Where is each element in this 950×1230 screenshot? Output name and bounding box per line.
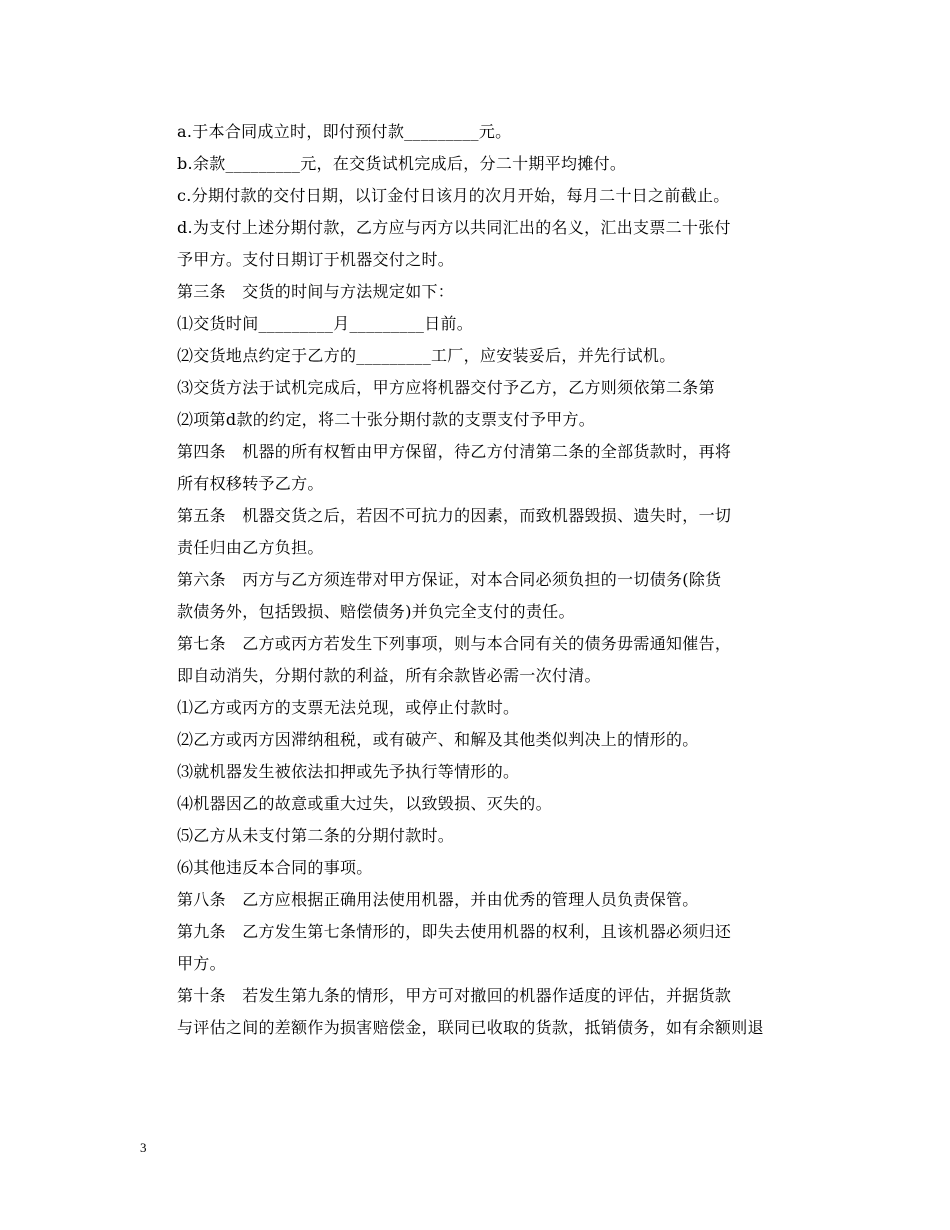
paragraph-line: d.为支付上述分期付款，乙方应与丙方以共同汇出的名义，汇出支票二十张付 — [177, 218, 731, 237]
contract-paragraph — [140, 820, 812, 852]
paragraph-line: ⑵乙方或丙方因滞纳租税，或有破产、和解及其他类似判决上的情形的。 — [177, 730, 699, 749]
contract-paragraph — [140, 692, 812, 724]
contract-paragraph — [140, 500, 812, 564]
contract-paragraph — [140, 180, 812, 212]
contract-paragraph — [140, 340, 812, 372]
paragraph-line: 第七条 乙方或丙方若发生下列事项，则与本合同有关的债务毋需通知催告， — [177, 634, 732, 653]
contract-paragraph — [140, 148, 812, 180]
contract-paragraph — [140, 212, 812, 276]
page-number: 3 — [140, 1140, 147, 1155]
contract-paragraph — [140, 308, 812, 340]
paragraph-line: 即自动消失，分期付款的利益，所有余款皆必需一次付清。 — [177, 666, 601, 685]
contract-paragraph — [140, 980, 812, 1044]
paragraph-line: ⑵项第d款的约定，将二十张分期付款的支票支付予甲方。 — [177, 410, 596, 429]
paragraph-line: 予甲方。支付日期订于机器交付之时。 — [177, 250, 455, 269]
paragraph-line: c.分期付款的交付日期，以订金付日该月的次月开始，每月二十日之前截止。 — [177, 186, 730, 205]
paragraph-line: ⑹其他违反本合同的事项。 — [177, 858, 373, 877]
paragraph-line: 甲方。 — [177, 954, 226, 973]
paragraph-line: ⑴乙方或丙方的支票无法兑现，或停止付款时。 — [177, 698, 520, 717]
contract-paragraph — [140, 756, 812, 788]
paragraph-line: ⑶就机器发生被依法扣押或先予执行等情形的。 — [177, 762, 520, 781]
contract-paragraph — [140, 372, 812, 436]
paragraph-line: 第四条 机器的所有权暂由甲方保留，待乙方付清第二条的全部货款时，再将 — [177, 442, 732, 461]
contract-paragraph — [140, 628, 812, 692]
paragraph-line: 第六条 丙方与乙方须连带对甲方保证，对本合同必须负担的一切债务(除货 — [177, 570, 722, 589]
paragraph-line: ⑷机器因乙的故意或重大过失，以致毁损、灭失的。 — [177, 794, 552, 813]
document-body — [140, 116, 812, 1044]
contract-paragraph — [140, 116, 812, 148]
paragraph-line: a.于本合同成立时，即付预付款_________元。 — [177, 122, 512, 141]
paragraph-line: 款债务外，包括毁损、赔偿债务)并负完全支付的责任。 — [177, 602, 575, 621]
contract-paragraph — [140, 276, 812, 308]
contract-paragraph — [140, 564, 812, 628]
paragraph-line: ⑵交货地点约定于乙方的_________工厂，应安装妥后，并先行试机。 — [177, 346, 676, 365]
paragraph-line: 与评估之间的差额作为损害赔偿金，联同已收取的货款，抵销债务，如有余额则退 — [177, 1018, 764, 1037]
contract-paragraph — [140, 436, 812, 500]
paragraph-line: 第九条 乙方发生第七条情形的，即失去使用机器的权利，且该机器必须归还 — [177, 922, 732, 941]
paragraph-line: 第五条 机器交货之后，若因不可抗力的因素，而致机器毁损、遗失时，一切 — [177, 506, 732, 525]
paragraph-line: 第十条 若发生第九条的情形，甲方可对撤回的机器作适度的评估，并据货款 — [177, 986, 732, 1005]
paragraph-line: 第八条 乙方应根据正确用法使用机器，并由优秀的管理人员负责保管。 — [177, 890, 699, 909]
paragraph-line: ⑸乙方从未支付第二条的分期付款时。 — [177, 826, 455, 845]
contract-paragraph — [140, 916, 812, 980]
paragraph-line: 所有权移转予乙方。 — [177, 474, 324, 493]
paragraph-line: ⑶交货方法于试机完成后，甲方应将机器交付予乙方，乙方则须依第二条第 — [177, 378, 715, 397]
contract-paragraph — [140, 852, 812, 884]
paragraph-line: 第三条 交货的时间与方法规定如下： — [177, 282, 455, 301]
paragraph-line: b.余款_________元，在交货试机完成后，分二十期平均摊付。 — [177, 154, 627, 173]
paragraph-line: ⑴交货时间_________月_________日前。 — [177, 314, 474, 333]
paragraph-line: 责任归由乙方负担。 — [177, 538, 324, 557]
contract-paragraph — [140, 884, 812, 916]
contract-paragraph — [140, 724, 812, 756]
contract-paragraph — [140, 788, 812, 820]
